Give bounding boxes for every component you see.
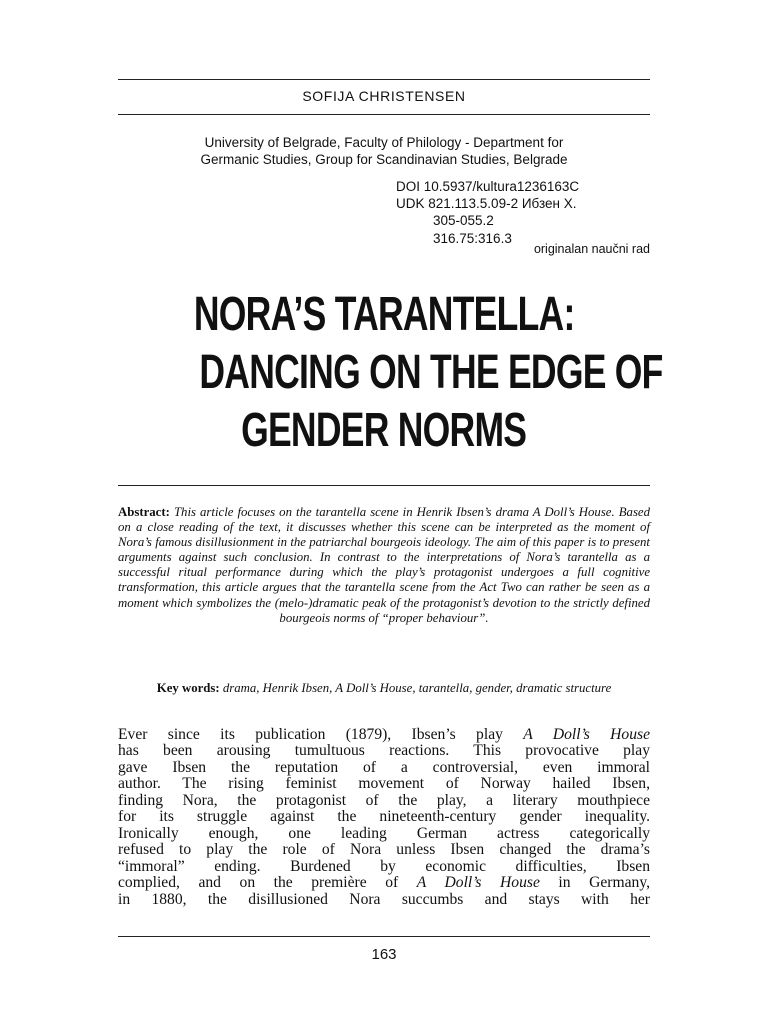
body-line: finding Nora, the protagonist of the play, a literary mouthpiece <box>118 791 650 809</box>
play-title: A Doll’s House <box>523 726 651 743</box>
body-line: refused to play the role of Nora unless Ibsen changed the drama’s <box>118 841 650 859</box>
udk-line-2: 305-055.2 <box>433 213 494 229</box>
body-line: in 1880, the disillusioned Nora succumbs and stays with her <box>118 890 650 908</box>
article-title <box>118 286 663 460</box>
affiliation-line: University of Belgrade, Faculty of Philology - Department for <box>204 135 564 150</box>
body-line: “immoral” ending. Burdened by economic difficulties, Ibsen <box>118 857 650 875</box>
title-line-2: DANCING ON THE EDGE OF <box>199 346 663 399</box>
abstract <box>118 505 650 626</box>
classification-codes <box>396 178 579 247</box>
body-text <box>118 727 650 908</box>
body-line: gave Ibsen the reputation of a controversial, even immoral <box>118 758 650 776</box>
footer-rule <box>118 936 650 937</box>
author-name: SOFIJA CHRISTENSEN <box>302 88 466 104</box>
abstract-label: Abstract: <box>118 505 170 519</box>
body-line: has been arousing tumultuous reactions. This provocative play <box>118 742 650 760</box>
affiliation <box>118 134 650 168</box>
body-line: author. The rising feminist movement of Norway hailed Ibsen, <box>118 775 650 793</box>
play-title: A Doll’s House <box>416 874 540 892</box>
title-rule <box>118 485 650 486</box>
doi: DOI 10.5937/kultura1236163C <box>396 179 580 194</box>
paper-type: originalan naučni rad <box>533 242 650 256</box>
title-line-1: NORA’S TARANTELLA: <box>193 288 575 341</box>
keywords <box>118 681 650 696</box>
top-rule <box>118 79 650 80</box>
abstract-text: This article focuses on the tarantella scene in Henrik Ibsen’s drama A Doll’s House. Based on a close reading of the text, it discusses whether this scene can be interpreted as the moment of Nora’s famous disillusionment in the patriarchal bourgeois ideology. The aim of this paper is to present arguments against such conclusion. In contrast to the interpretations of Nora’s tarantella as a successful ritual performance during which the play’s protagonist undergoes a full cognitive transformation, this article argues that the tarantella scene from the Act Two can rather be seen as a moment which symbolizes the (melo-)dramatic peak of the protagonist’s devotion to the strictly defined bourgeois norms of “proper behaviour”. <box>118 505 651 625</box>
author-rule <box>118 114 650 115</box>
keywords-label: Key words: <box>156 681 220 695</box>
body-line: Ironically enough, one leading German actress categorically <box>118 824 650 842</box>
page-number: 163 <box>371 946 397 963</box>
keywords-text: drama, Henrik Ibsen, A Doll’s House, tarantella, gender, dramatic structure <box>222 681 612 695</box>
title-line-3: GENDER NORMS <box>241 404 527 457</box>
body-line: for its struggle against the nineteenth-century gender inequality. <box>118 808 650 826</box>
body-line: complied, and on the première of A Doll’s House in Germany, <box>118 874 651 892</box>
body-line: Ever since its publication (1879), Ibsen’s play A Doll’s House <box>118 726 651 743</box>
affiliation-line: Germanic Studies, Group for Scandinavian Studies, Belgrade <box>200 152 568 167</box>
udk-line-3: 316.75:316.3 <box>433 230 512 246</box>
udk: UDK 821.113.5.09-2 Ибзен Х. <box>396 196 577 212</box>
